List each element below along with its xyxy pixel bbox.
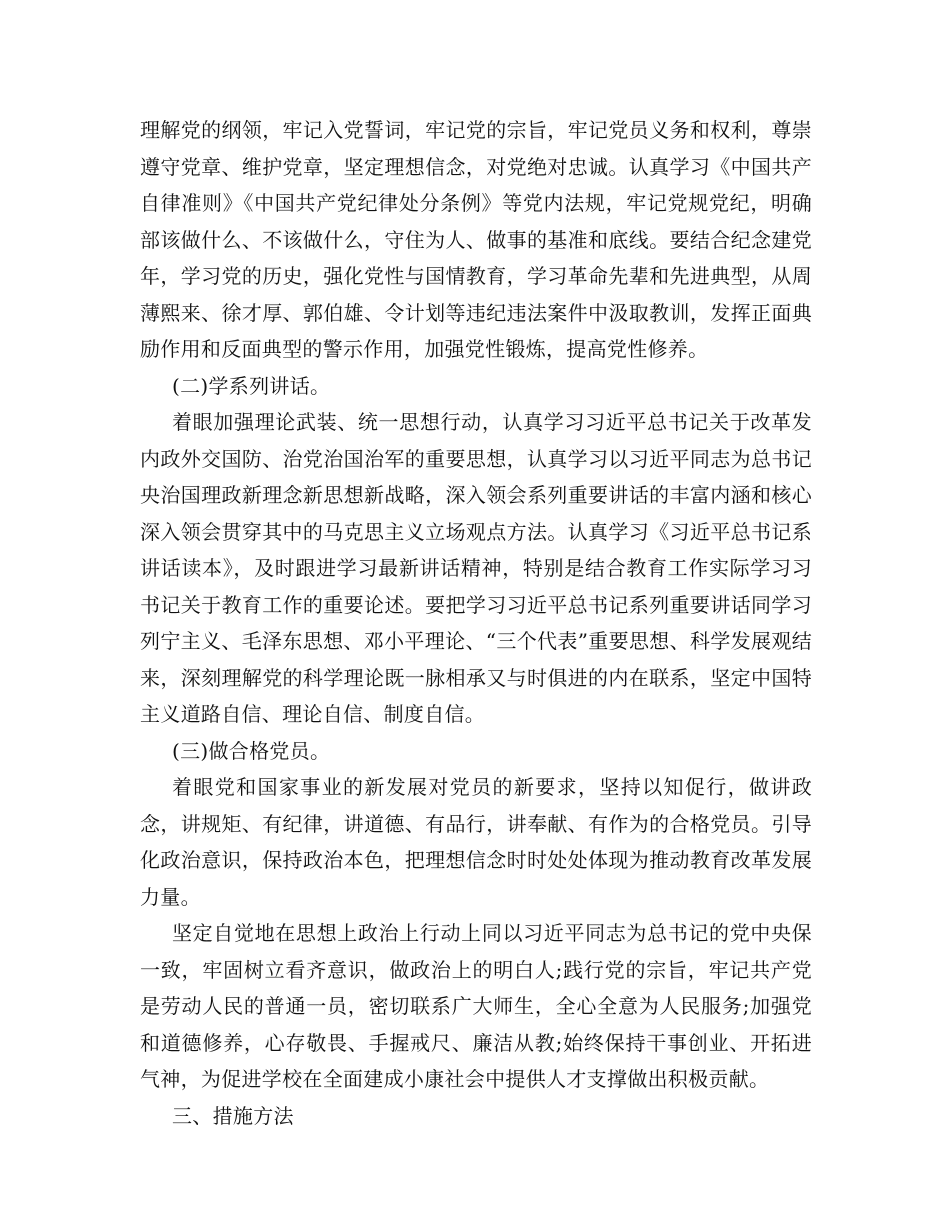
text-line: 遵守党章、维护党章，坚定理想信念，对党绝对忠诚。认真学习《中国共产: [140, 154, 812, 179]
text-line: 一致，牢固树立看齐意识，做政治上的明白人;践行党的宗旨，牢记共产党: [140, 957, 812, 982]
text-line: 理解党的纲领，牢记入党誓词，牢记党的宗旨，牢记党员义务和权利，尊崇: [140, 118, 812, 142]
text-line: 主义道路自信、理论自信、制度自信。: [140, 702, 486, 726]
document-body: [140, 112, 812, 1134]
paragraph-first-line: 着眼党和国家事业的新发展对党员的新要求，坚持以知促行，做讲政: [172, 775, 812, 799]
text-line: 力量。: [140, 884, 201, 909]
text-line: 自律准则》《中国共产党纪律处分条例》等党内法规，牢记党规党纪，明确: [140, 191, 812, 215]
text-line: 念，讲规矩、有纪律，讲道德、有品行，讲奉献、有作为的合格党员。引导: [140, 811, 812, 836]
text-line: 讲话读本》，及时跟进学习最新讲话精神，特别是结合教育工作实际学习习: [140, 556, 812, 580]
paragraph-first-line: 坚定自觉地在思想上政治上行动上同以习近平同志为总书记的党中央保: [172, 921, 812, 945]
text-line: 深入领会贯穿其中的马克思主义立场观点方法。认真学习《习近平总书记系: [140, 519, 812, 544]
text-line: 年，学习党的历史，强化党性与国情教育，学习革命先辈和先进典型，从周: [140, 264, 812, 288]
paragraph-first-line: (二)学系列讲话。: [172, 373, 331, 398]
text-line: 是劳动人民的普通一员，密切联系广大师生，全心全意为人民服务;加强党: [140, 994, 812, 1018]
text-line: 来，深刻理解党的科学理论既一脉相承又与时俱进的内在联系，坚定中国特: [140, 665, 812, 690]
text-line: 励作用和反面典型的警示作用，加强党性锻炼，提高党性修养。: [140, 337, 709, 361]
text-line: 央治国理政新理念新思想新战略，深入领会系列重要讲话的丰富内涵和核心: [140, 483, 812, 507]
text-line: 气神，为促进学校在全面建成小康社会中提供人才支撑做出积极贡献。: [140, 1067, 770, 1091]
text-line: 部该做什么、不该做什么，守住为人、做事的基准和底线。要结合纪念建党: [140, 227, 812, 252]
text-line: 化政治意识，保持政治本色，把理想信念时时处处体现为推动教育改革发展: [140, 848, 812, 872]
text-line: 内政外交国防、治党治国治军的重要思想，认真学习以习近平同志为总书记: [140, 446, 812, 471]
text-line: 薄熙来、徐才厚、郭伯雄、令计划等违纪违法案件中汲取教训，发挥正面典: [140, 300, 812, 325]
text-line: 列宁主义、毛泽东思想、邓小平理论、“三个代表”重要思想、科学发展观结: [140, 629, 812, 653]
paragraph-first-line: 三、措施方法: [172, 1103, 294, 1128]
text-line: 和道德修养，心存敬畏、手握戒尺、廉洁从教;始终保持干事创业、开拓进: [140, 1030, 812, 1055]
paragraph-first-line: (三)做合格党员。: [172, 738, 331, 763]
paragraph-first-line: 着眼加强理论武装、统一思想行动，认真学习习近平总书记关于改革发: [172, 410, 812, 434]
text-line: 书记关于教育工作的重要论述。要把学习习近平总书记系列重要讲话同学习: [140, 592, 812, 617]
